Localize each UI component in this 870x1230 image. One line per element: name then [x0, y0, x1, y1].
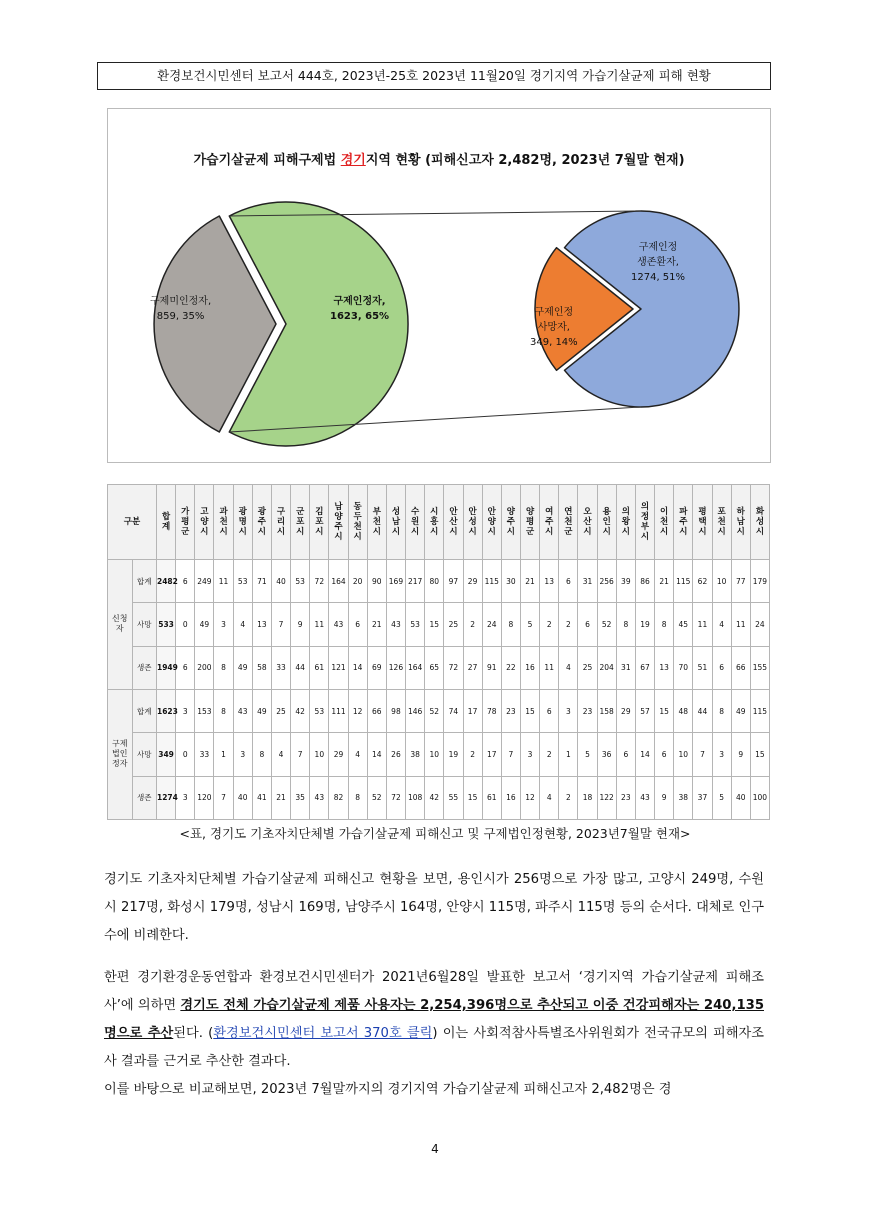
row-label: 사망 [132, 603, 157, 646]
table-cell: 58 [252, 646, 271, 689]
column-header-city: 하남시 [731, 485, 750, 560]
column-header-city: 시흥시 [425, 485, 444, 560]
table-cell: 21 [520, 560, 539, 603]
table-cell: 37 [693, 776, 712, 819]
table-cell: 4 [540, 776, 559, 819]
row-label: 합계 [132, 560, 157, 603]
table-cell: 23 [578, 689, 597, 732]
column-header-total: 합계 [157, 485, 176, 560]
column-header-city: 안산시 [444, 485, 463, 560]
table-cell: 8 [214, 689, 233, 732]
table-cell: 57 [635, 689, 654, 732]
table-cell: 49 [195, 603, 214, 646]
table-cell: 53 [310, 689, 329, 732]
city-table [107, 484, 770, 820]
column-header-city: 동두천시 [348, 485, 367, 560]
table-cell: 7 [291, 733, 310, 776]
table-cell: 13 [540, 560, 559, 603]
table-cell: 33 [195, 733, 214, 776]
slice-label-approved: 구제인정자, 1623, 65% [330, 296, 390, 322]
table-cell: 49 [233, 646, 252, 689]
chart-title-highlight: 경기 [340, 153, 366, 168]
row-group-label: 신청자 [108, 560, 133, 690]
column-header-city: 용인시 [597, 485, 616, 560]
table-row [108, 646, 770, 689]
table-cell: 61 [482, 776, 501, 819]
table-cell: 11 [214, 560, 233, 603]
table-cell: 1623 [157, 689, 176, 732]
table-cell: 43 [233, 689, 252, 732]
column-header-city: 의정부시 [635, 485, 654, 560]
table-cell: 6 [559, 560, 578, 603]
table-cell: 51 [693, 646, 712, 689]
table-corner: 구분 [108, 485, 157, 560]
table-cell: 0 [176, 603, 195, 646]
table-cell: 8 [616, 603, 635, 646]
table-cell: 17 [482, 733, 501, 776]
column-header-city: 화성시 [750, 485, 769, 560]
table-cell: 8 [214, 646, 233, 689]
column-header-city: 평택시 [693, 485, 712, 560]
table-cell: 17 [463, 689, 482, 732]
table-cell: 349 [157, 733, 176, 776]
table-cell: 126 [386, 646, 405, 689]
table-cell: 2 [540, 603, 559, 646]
column-header-city: 양평군 [520, 485, 539, 560]
table-cell: 31 [578, 560, 597, 603]
table-cell: 2 [463, 603, 482, 646]
table-cell: 3 [712, 733, 731, 776]
table-cell: 3 [214, 603, 233, 646]
table-cell: 14 [348, 646, 367, 689]
column-header-city: 광주시 [252, 485, 271, 560]
table-cell: 11 [731, 603, 750, 646]
table-cell: 66 [731, 646, 750, 689]
table-cell: 8 [348, 776, 367, 819]
table-cell: 10 [310, 733, 329, 776]
column-header-city: 안양시 [482, 485, 501, 560]
row-label: 합계 [132, 689, 157, 732]
paragraph-2: 한편 경기환경운동연합과 환경보건시민센터가 2021년6월28일 발표한 보고서 ‘경기지역 가습기살균제 피해조사’에 의하면 경기도 전체 가습기살균제 제품 사용자는 2,254,396명으로 추산되고 이중 건강피해자는 240,135명으로 추산된다. (환경보건시민센터 보고서 370호 클릭) 이는 사회적참사특별조사위원회가 전국규모의 피해자조사 결과를 근거로 추산한 결과다. [104, 970, 764, 1069]
table-cell: 25 [444, 603, 463, 646]
table-cell: 62 [693, 560, 712, 603]
table-cell: 158 [597, 689, 616, 732]
table-cell: 23 [501, 689, 520, 732]
table-cell: 5 [520, 603, 539, 646]
row-group-label: 구제법인정자 [108, 689, 133, 819]
table-cell: 19 [635, 603, 654, 646]
table-cell: 9 [731, 733, 750, 776]
column-header-city: 부천시 [367, 485, 386, 560]
table-cell: 3 [176, 776, 195, 819]
table-cell: 121 [329, 646, 348, 689]
table-cell: 72 [310, 560, 329, 603]
table-cell: 38 [406, 733, 425, 776]
table-cell: 12 [348, 689, 367, 732]
table-cell: 6 [616, 733, 635, 776]
table-cell: 155 [750, 646, 769, 689]
table-cell: 15 [750, 733, 769, 776]
table-cell: 15 [425, 603, 444, 646]
table-cell: 9 [655, 776, 674, 819]
report-header: 환경보건시민센터 보고서 444호, 2023년-25호 2023년 11월20일 경기지역 가습기살균제 피해 현황 [97, 62, 771, 90]
table-cell: 21 [655, 560, 674, 603]
table-cell: 3 [233, 733, 252, 776]
table-cell: 16 [520, 646, 539, 689]
slice-label-survivors: 구제인정 생존환자, 1274, 51% [631, 242, 686, 283]
table-cell: 90 [367, 560, 386, 603]
table-cell: 91 [482, 646, 501, 689]
table-cell: 115 [482, 560, 501, 603]
column-header-city: 남양주시 [329, 485, 348, 560]
table-cell: 15 [520, 689, 539, 732]
column-header-city: 가평군 [176, 485, 195, 560]
table-cell: 25 [271, 689, 290, 732]
paragraph-1: 경기도 기초자치단체별 가습기살균제 피해신고 현황을 보면, 용인시가 256명으로 가장 많고, 고양시 249명, 수원시 217명, 화성시 179명, 성남시 169명, 남양주시 164명, 안양시 115명, 파주시 115명 등의 순서다. 대체로 인구수에 비례한다. [104, 872, 764, 943]
column-header-city: 양주시 [501, 485, 520, 560]
table-cell: 4 [233, 603, 252, 646]
table-cell: 0 [176, 733, 195, 776]
table-row [108, 560, 770, 603]
table-cell: 2 [559, 776, 578, 819]
table-cell: 4 [271, 733, 290, 776]
table-cell: 67 [635, 646, 654, 689]
table-cell: 6 [578, 603, 597, 646]
table-cell: 25 [578, 646, 597, 689]
table-cell: 204 [597, 646, 616, 689]
table-cell: 153 [195, 689, 214, 732]
table-row [108, 776, 770, 819]
table-cell: 24 [482, 603, 501, 646]
table-cell: 13 [655, 646, 674, 689]
table-cell: 8 [712, 689, 731, 732]
table-cell: 100 [750, 776, 769, 819]
table-header-row [108, 485, 770, 560]
table-cell: 44 [291, 646, 310, 689]
table-cell: 12 [520, 776, 539, 819]
table-cell: 23 [616, 776, 635, 819]
table-cell: 6 [540, 689, 559, 732]
column-header-city: 수원시 [406, 485, 425, 560]
table-cell: 36 [597, 733, 616, 776]
table-cell: 53 [233, 560, 252, 603]
chart-title-suffix: 지역 현황 (피해신고자 2,482명, 2023년 7월말 현재) [365, 153, 685, 168]
table-cell: 8 [501, 603, 520, 646]
table-cell: 164 [329, 560, 348, 603]
table-cell: 3 [559, 689, 578, 732]
table-cell: 66 [367, 689, 386, 732]
table-cell: 77 [731, 560, 750, 603]
table-cell: 35 [291, 776, 310, 819]
table-cell: 42 [291, 689, 310, 732]
table-cell: 4 [559, 646, 578, 689]
table-cell: 86 [635, 560, 654, 603]
table-row [108, 689, 770, 732]
table-cell: 69 [367, 646, 386, 689]
paragraph-2-emphasis: 경기도 전체 가습기살균제 제품 사용자는 2,254,396명으로 추산되고 이중 건강피해자는 240,135명으로 추산 [104, 998, 764, 1041]
table-cell: 48 [674, 689, 693, 732]
table-cell: 53 [291, 560, 310, 603]
table-cell: 533 [157, 603, 176, 646]
table-cell: 11 [540, 646, 559, 689]
table-cell: 10 [425, 733, 444, 776]
table-cell: 5 [712, 776, 731, 819]
table-cell: 98 [386, 689, 405, 732]
table-cell: 11 [310, 603, 329, 646]
column-header-city: 이천시 [655, 485, 674, 560]
column-header-city: 연천군 [559, 485, 578, 560]
table-cell: 7 [501, 733, 520, 776]
table-cell: 2 [559, 603, 578, 646]
table-cell: 30 [501, 560, 520, 603]
table-cell: 256 [597, 560, 616, 603]
table-cell: 9 [291, 603, 310, 646]
column-header-city: 여주시 [540, 485, 559, 560]
table-cell: 6 [712, 646, 731, 689]
table-cell: 31 [616, 646, 635, 689]
table-cell: 115 [750, 689, 769, 732]
chart-title-prefix: 가습기살균제 피해구제법 [193, 153, 341, 168]
table-cell: 2 [540, 733, 559, 776]
table-row [108, 603, 770, 646]
table-cell: 217 [406, 560, 425, 603]
table-cell: 29 [329, 733, 348, 776]
paragraph-3: 이를 바탕으로 비교해보면, 2023년 7월말까지의 경기지역 가습기살균제 피해신고자 2,482명은 경 [104, 1082, 672, 1097]
column-header-city: 성남시 [386, 485, 405, 560]
table-caption: <표, 경기도 기초자치단체별 가습기살균제 피해신고 및 구제법인정현황, 2023년7월말 현재> [179, 826, 691, 841]
table-cell: 8 [655, 603, 674, 646]
table-cell: 72 [444, 646, 463, 689]
table-cell: 42 [425, 776, 444, 819]
table-cell: 7 [214, 776, 233, 819]
table-cell: 40 [271, 560, 290, 603]
table-cell: 146 [406, 689, 425, 732]
table-cell: 52 [425, 689, 444, 732]
column-header-city: 과천시 [214, 485, 233, 560]
table-cell: 4 [348, 733, 367, 776]
report-370-link[interactable]: 환경보건시민센터 보고서 370호 클릭 [213, 1026, 433, 1041]
table-cell: 97 [444, 560, 463, 603]
table-cell: 45 [674, 603, 693, 646]
table-cell: 1274 [157, 776, 176, 819]
table-cell: 24 [750, 603, 769, 646]
table-cell: 14 [367, 733, 386, 776]
table-cell: 5 [578, 733, 597, 776]
table-cell: 6 [176, 646, 195, 689]
table-cell: 179 [750, 560, 769, 603]
column-header-city: 군포시 [291, 485, 310, 560]
table-cell: 200 [195, 646, 214, 689]
table-cell: 55 [444, 776, 463, 819]
table-cell: 1949 [157, 646, 176, 689]
table-cell: 40 [233, 776, 252, 819]
column-header-city: 구리시 [271, 485, 290, 560]
table-cell: 20 [348, 560, 367, 603]
column-header-city: 포천시 [712, 485, 731, 560]
column-header-city: 오산시 [578, 485, 597, 560]
table-cell: 27 [463, 646, 482, 689]
table-cell: 78 [482, 689, 501, 732]
table-cell: 6 [176, 560, 195, 603]
table-cell: 21 [271, 776, 290, 819]
table-cell: 120 [195, 776, 214, 819]
slice-label-not-approved: 구제미인정자, 859, 35% [150, 296, 212, 322]
table-cell: 1 [559, 733, 578, 776]
table-cell: 38 [674, 776, 693, 819]
table-cell: 52 [597, 603, 616, 646]
table-cell: 115 [674, 560, 693, 603]
table-row [108, 733, 770, 776]
table-cell: 8 [252, 733, 271, 776]
table-cell: 29 [616, 689, 635, 732]
table-cell: 21 [367, 603, 386, 646]
table-cell: 49 [731, 689, 750, 732]
table-cell: 122 [597, 776, 616, 819]
table-cell: 22 [501, 646, 520, 689]
table-cell: 2 [463, 733, 482, 776]
table-cell: 1 [214, 733, 233, 776]
column-header-city: 안성시 [463, 485, 482, 560]
row-label: 생존 [132, 646, 157, 689]
table-cell: 80 [425, 560, 444, 603]
table-cell: 82 [329, 776, 348, 819]
table-cell: 169 [386, 560, 405, 603]
column-header-city: 광명시 [233, 485, 252, 560]
table-cell: 18 [578, 776, 597, 819]
table-cell: 11 [693, 603, 712, 646]
column-header-city: 의왕시 [616, 485, 635, 560]
table-cell: 61 [310, 646, 329, 689]
column-header-city: 고양시 [195, 485, 214, 560]
table-cell: 71 [252, 560, 271, 603]
table-cell: 19 [444, 733, 463, 776]
page-number: 4 [431, 1142, 439, 1156]
row-label: 생존 [132, 776, 157, 819]
table-cell: 10 [712, 560, 731, 603]
table-cell: 16 [501, 776, 520, 819]
table-cell: 33 [271, 646, 290, 689]
table-cell: 26 [386, 733, 405, 776]
pie-svg [108, 109, 772, 464]
table-cell: 111 [329, 689, 348, 732]
column-header-city: 김포시 [310, 485, 329, 560]
table-cell: 39 [616, 560, 635, 603]
table-cell: 4 [712, 603, 731, 646]
table-cell: 10 [674, 733, 693, 776]
table-cell: 70 [674, 646, 693, 689]
table-cell: 13 [252, 603, 271, 646]
table-cell: 72 [386, 776, 405, 819]
table-cell: 15 [655, 689, 674, 732]
table-cell: 14 [635, 733, 654, 776]
table-cell: 43 [635, 776, 654, 819]
table-cell: 53 [406, 603, 425, 646]
table-cell: 52 [367, 776, 386, 819]
table-cell: 6 [655, 733, 674, 776]
table-cell: 7 [693, 733, 712, 776]
table-cell: 44 [693, 689, 712, 732]
column-header-city: 파주시 [674, 485, 693, 560]
table-cell: 2482 [157, 560, 176, 603]
table-cell: 3 [176, 689, 195, 732]
slice-label-deaths: 구제인정 사망자, 349, 14% [530, 307, 578, 348]
table-cell: 74 [444, 689, 463, 732]
table-cell: 249 [195, 560, 214, 603]
table-cell: 3 [520, 733, 539, 776]
table-cell: 29 [463, 560, 482, 603]
pie-chart-panel [107, 108, 771, 463]
table-cell: 164 [406, 646, 425, 689]
table-cell: 43 [310, 776, 329, 819]
table-cell: 108 [406, 776, 425, 819]
table-cell: 43 [386, 603, 405, 646]
table-cell: 41 [252, 776, 271, 819]
table-cell: 40 [731, 776, 750, 819]
table-cell: 43 [329, 603, 348, 646]
table-cell: 6 [348, 603, 367, 646]
row-label: 사망 [132, 733, 157, 776]
table-cell: 15 [463, 776, 482, 819]
table-cell: 7 [271, 603, 290, 646]
table-cell: 65 [425, 646, 444, 689]
table-cell: 49 [252, 689, 271, 732]
